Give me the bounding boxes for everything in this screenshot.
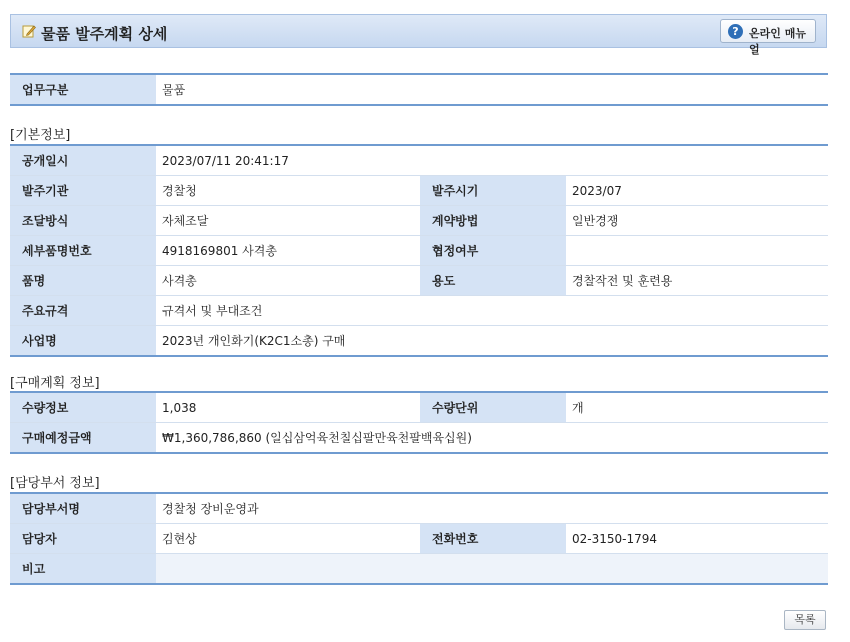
table-row bbox=[10, 326, 828, 357]
qty-value: 1,038 bbox=[156, 392, 420, 423]
proc-method-label: 조달방식 bbox=[10, 206, 156, 236]
proc-method-value: 자체조달 bbox=[156, 206, 420, 236]
table-row bbox=[10, 423, 828, 454]
remark-label: 비고 bbox=[10, 554, 156, 585]
table-row bbox=[10, 236, 828, 266]
table-row bbox=[10, 392, 828, 423]
online-manual-label: 온라인 매뉴얼 bbox=[749, 27, 806, 56]
spec-label: 주요규격 bbox=[10, 296, 156, 326]
project-value: 2023년 개인화기(K2C1소총) 구매 bbox=[156, 326, 828, 357]
phone-value: 02-3150-1794 bbox=[566, 524, 828, 554]
remark-value bbox=[156, 554, 828, 585]
manager-value: 김현상 bbox=[156, 524, 420, 554]
order-period-value: 2023/07 bbox=[566, 176, 828, 206]
table-row bbox=[10, 206, 828, 236]
spec-value: 규격서 및 부대조건 bbox=[156, 296, 828, 326]
table-row bbox=[10, 524, 828, 554]
unit-value: 개 bbox=[566, 392, 828, 423]
negotiation-value bbox=[566, 236, 828, 266]
biz-type-value: 물품 bbox=[156, 74, 828, 105]
phone-label: 전화번호 bbox=[420, 524, 566, 554]
unit-label: 수량단위 bbox=[420, 392, 566, 423]
table-row bbox=[10, 176, 828, 206]
usage-value: 경찰작전 및 훈련용 bbox=[566, 266, 828, 296]
online-manual-button[interactable] bbox=[720, 19, 816, 56]
list-button[interactable]: 목록 bbox=[784, 610, 826, 630]
item-no-label: 세부품명번호 bbox=[10, 236, 156, 266]
basic-info-table bbox=[10, 144, 828, 357]
agency-value: 경찰청 bbox=[156, 176, 420, 206]
pencil-icon bbox=[22, 24, 36, 38]
open-date-label: 공개일시 bbox=[10, 145, 156, 176]
dept-value: 경찰청 장비운영과 bbox=[156, 493, 828, 524]
table-row bbox=[10, 296, 828, 326]
project-label: 사업명 bbox=[10, 326, 156, 357]
table-row bbox=[10, 493, 828, 524]
dept-label: 담당부서명 bbox=[10, 493, 156, 524]
biz-type-table bbox=[10, 73, 828, 106]
qty-label: 수량정보 bbox=[10, 392, 156, 423]
table-row bbox=[10, 266, 828, 296]
table-row bbox=[10, 145, 828, 176]
contract-method-label: 계약방법 bbox=[420, 206, 566, 236]
page-title: 물품 발주계획 상세 bbox=[41, 25, 168, 43]
negotiation-label: 협정여부 bbox=[420, 236, 566, 266]
page-header bbox=[10, 14, 827, 56]
biz-type-label: 업무구분 bbox=[10, 74, 156, 105]
amount-label: 구매예정금액 bbox=[10, 423, 156, 454]
purchase-info-table bbox=[10, 391, 828, 454]
agency-label: 발주기관 bbox=[10, 176, 156, 206]
open-date-value: 2023/07/11 20:41:17 bbox=[156, 145, 828, 176]
item-name-value: 사격총 bbox=[156, 266, 420, 296]
contract-method-value: 일반경쟁 bbox=[566, 206, 828, 236]
item-name-label: 품명 bbox=[10, 266, 156, 296]
section-title-dept: [담당부서 정보] bbox=[10, 476, 100, 491]
manager-label: 담당자 bbox=[10, 524, 156, 554]
amount-value: ₩1,360,786,860 (일십삼억육천칠십팔만육천팔백육십원) bbox=[156, 423, 828, 454]
item-no-value: 4918169801 사격총 bbox=[156, 236, 420, 266]
section-title-basic: [기본정보] bbox=[10, 128, 71, 143]
help-icon: ? bbox=[728, 24, 743, 39]
table-row bbox=[10, 554, 828, 585]
section-title-purchase: [구매계획 정보] bbox=[10, 376, 100, 391]
dept-info-table bbox=[10, 492, 828, 585]
table-row bbox=[10, 74, 828, 105]
order-period-label: 발주시기 bbox=[420, 176, 566, 206]
usage-label: 용도 bbox=[420, 266, 566, 296]
